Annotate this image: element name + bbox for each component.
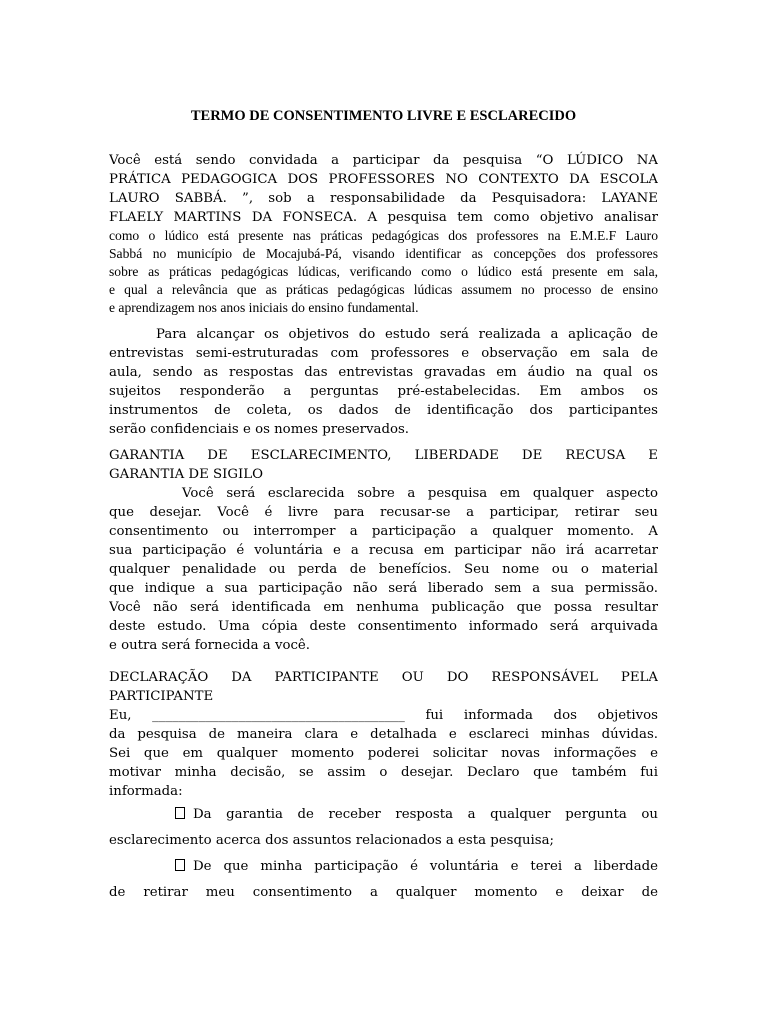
bullet-box-icon — [175, 807, 185, 819]
bullet-text: De que minha participação é voluntária e terei a liberdade — [193, 859, 658, 874]
declaration-heading: PARTICIPANTE — [109, 689, 214, 704]
methods-line: instrumentos de coleta, os dados de identificação dos participantes — [109, 403, 658, 418]
intro-line: Você está sendo convidada a participar da pesquisa “O LÚDICO NA — [109, 153, 658, 168]
bullet-line: de retirar meu consentimento a qualquer momento e deixar de — [109, 885, 658, 900]
guarantee-line: que indique a sua participação não será liberado sem a sua permissão. — [109, 581, 658, 596]
intro-small-line: e qual a relevância que as práticas pedagógicas lúdicas assumem no processo de ensino — [109, 282, 658, 297]
guarantee-line: e outra será fornecida a você. — [109, 638, 311, 653]
guarantee-heading: GARANTIA DE ESCLARECIMENTO, LIBERDADE DE RECUSA E — [109, 448, 658, 463]
bullet-line — [109, 857, 658, 876]
intro-paragraph — [109, 151, 658, 317]
declaration-line: informada: — [109, 784, 183, 799]
bullet-box-icon — [175, 859, 185, 871]
intro-small-line: sobre as práticas pedagógicas lúdicas, verificando como o lúdico está presente em sala, — [109, 264, 658, 279]
methods-line: aula, sendo as respostas das entrevistas gravadas em áudio na qual os — [109, 365, 658, 380]
methods-line: Para alcançar os objetivos do estudo será realizada a aplicação de — [156, 327, 658, 342]
methods-line: sujeitos responderão a perguntas pré-estabelecidas. Em ambos os — [109, 384, 658, 399]
declaration-bullet-2 — [109, 857, 658, 902]
methods-paragraph — [109, 325, 658, 439]
bullet-line — [109, 805, 658, 824]
declaration-heading: DECLARAÇÃO DA PARTICIPANTE OU DO RESPONSÁVEL PELA — [109, 670, 658, 685]
intro-line: FLAELY MARTINS DA FONSECA. A pesquisa tem como objetivo analisar — [109, 210, 658, 225]
declaration-line: Eu, ______________________________________ fui informada dos objetivos — [109, 708, 658, 723]
guarantee-line: deste estudo. Uma cópia deste consentimento informado será arquivada — [109, 619, 658, 634]
intro-line: LAURO SABBÁ. ”, sob a responsabilidade da Pesquisadora: LAYANE — [109, 191, 658, 206]
methods-line: entrevistas semi-estruturadas com professores e observação em sala de — [109, 346, 658, 361]
intro-small-line: Sabbá no município de Mocajubá-Pá, visando identificar as concepções dos professores — [109, 246, 658, 261]
intro-small-line: e aprendizagem nos anos iniciais do ensino fundamental. — [109, 300, 419, 315]
intro-line: PRÁTICA PEDAGOGICA DOS PROFESSORES NO CONTEXTO DA ESCOLA — [109, 172, 658, 187]
declaration-line: da pesquisa de maneira clara e detalhada e esclareci minhas dúvidas. — [109, 727, 658, 742]
guarantee-line: que desejar. Você é livre para recusar-se a participar, retirar seu — [109, 505, 658, 520]
declaration-line: Sei que em qualquer momento poderei solicitar novas informações e — [109, 746, 658, 761]
bullet-text: Da garantia de receber resposta a qualquer pergunta ou — [193, 807, 658, 822]
guarantee-section — [109, 446, 658, 655]
guarantee-line: Você não será identificada em nenhuma publicação que possa resultar — [109, 600, 658, 615]
guarantee-line: Você será esclarecida sobre a pesquisa em qualquer aspecto — [182, 486, 658, 501]
declaration-bullet-1 — [109, 805, 658, 850]
declaration-section — [109, 668, 658, 801]
intro-small-line: como o lúdico está presente nas práticas pedagógicas dos professores na E.M.E.F Lauro — [109, 228, 658, 243]
bullet-line: esclarecimento acerca dos assuntos relacionados a esta pesquisa; — [109, 833, 555, 848]
guarantee-line: qualquer penalidade ou perda de benefícios. Seu nome ou o material — [109, 562, 658, 577]
guarantee-line: sua participação é voluntária e a recusa em participar não irá acarretar — [109, 543, 658, 558]
guarantee-line: consentimento ou interromper a participação a qualquer momento. A — [109, 524, 658, 539]
methods-line: serão confidenciais e os nomes preservados. — [109, 422, 410, 437]
guarantee-heading: GARANTIA DE SIGILO — [109, 467, 263, 482]
declaration-line: motivar minha decisão, se assim o desejar. Declaro que também fui — [109, 765, 658, 780]
document-title: TERMO DE CONSENTIMENTO LIVRE E ESCLARECIDO — [190, 108, 577, 124]
